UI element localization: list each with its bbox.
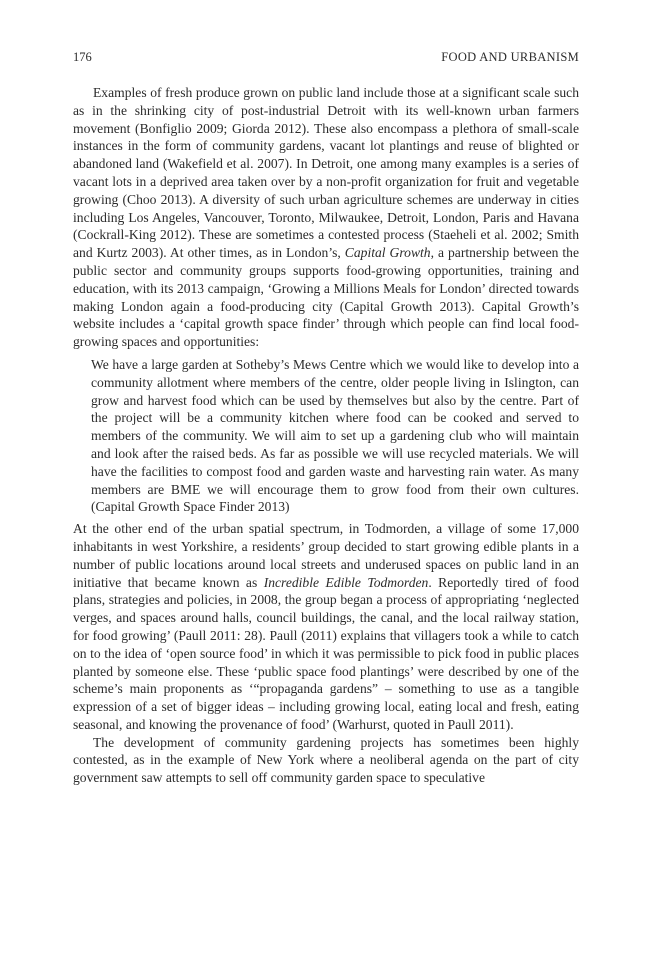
paragraph-2-text-b: . Reportedly tired of food plans, strategies and policies, in 2008, the group began a process of appropriating ‘neglected verges, and spaces around halls, council buildings, the canal, and the local railway station, for food growing’ (Paull 2011: 28). Paull (2011) explains that villagers took a while to catch on to the idea of ‘open source food’ in which it was permissible to pick food in public places planted by someone else. These ‘public space food plantings’ were described by one of the scheme’s main proponents as ‘“propaganda gardens” – something to use as a tangible expression of a set of bigger ideas – including growing local, eating local and fresh, eating seasonal, and knowing the provenance of food’ (Warhurst, quoted in Paull 2011). xyxy=(73,574,579,732)
body-text xyxy=(73,84,579,787)
paragraph-2-text-a: At the other end of the urban spatial spectrum, in Todmorden, a village of some 17,000 inhabitants in west Yorkshire, a residents’ group decided to start growing edible plants in a number of public locations around local streets and underused spaces on public land in an initiative that became known as xyxy=(73,521,579,590)
page-number: 176 xyxy=(73,50,92,64)
paragraph-1-text-b: , a partnership between the public sector and community groups supports food-growing opportunities, training and education, with its 2013 campaign, ‘Growing a Millions Meals for London’ directed towards making London again a food-producing city (Capital Growth 2013). Capital Growth’s website includes a ‘capital growth space finder’ through which people can find local food-growing spaces and opportunities: xyxy=(73,245,579,350)
block-quote: We have a large garden at Sotheby’s Mews Centre which we would like to develop into a community allotment where members of the centre, older people living in Islington, can grow and harvest food which can be used by themselves but also by the centre. Part of the project will be a community kitchen where food can be cooked and served to members of the community. We will aim to set up a gardening club who will maintain and look after the raised beds. As far as possible we will use recycled materials. We will have the facilities to compost food and garden waste and harvesting rain water. As many members are BME we will encourage them to grow food from their own cultures. (Capital Growth Space Finder 2013) xyxy=(91,356,579,515)
running-title: FOOD AND URBANISM xyxy=(441,50,579,64)
paragraph-3: The development of community gardening projects has sometimes been highly contested, as in the example of New York where a neoliberal agenda on the part of city government saw attempts to sell off community garden space to speculative xyxy=(73,734,579,786)
paragraph-1-italic: Capital Growth xyxy=(344,245,431,261)
paragraph-2-italic: Incredible Edible Todmorden xyxy=(263,574,429,590)
paragraph-1 xyxy=(73,84,579,351)
paragraph-2 xyxy=(73,520,579,734)
paragraph-1-text-a: Examples of fresh produce grown on public land include those at a significant scale such as in the shrinking city of post-industrial Detroit with its well-known urban farmers movement (Bonfiglio 2009; Giorda 2012). These also encompass a plethora of small-scale instances in the form of community gardens, vacant lot plantings and reuse of blighted or abandoned land (Wakefield et al. 2007). In Detroit, one among many examples is a series of vacant lots in a deprived area taken over by a non-profit organization for fruit and vegetable growing (Choo 2013). A diversity of such urban agriculture schemes are underway in cities including Los Angeles, Vancouver, Toronto, Milwaukee, Detroit, London, Paris and Havana (Cockrall-King 2012). These are sometimes a contested process (Staeheli et al. 2002; Smith and Kurtz 2003). At other times, as in London’s, xyxy=(73,85,579,261)
running-head xyxy=(73,48,579,66)
